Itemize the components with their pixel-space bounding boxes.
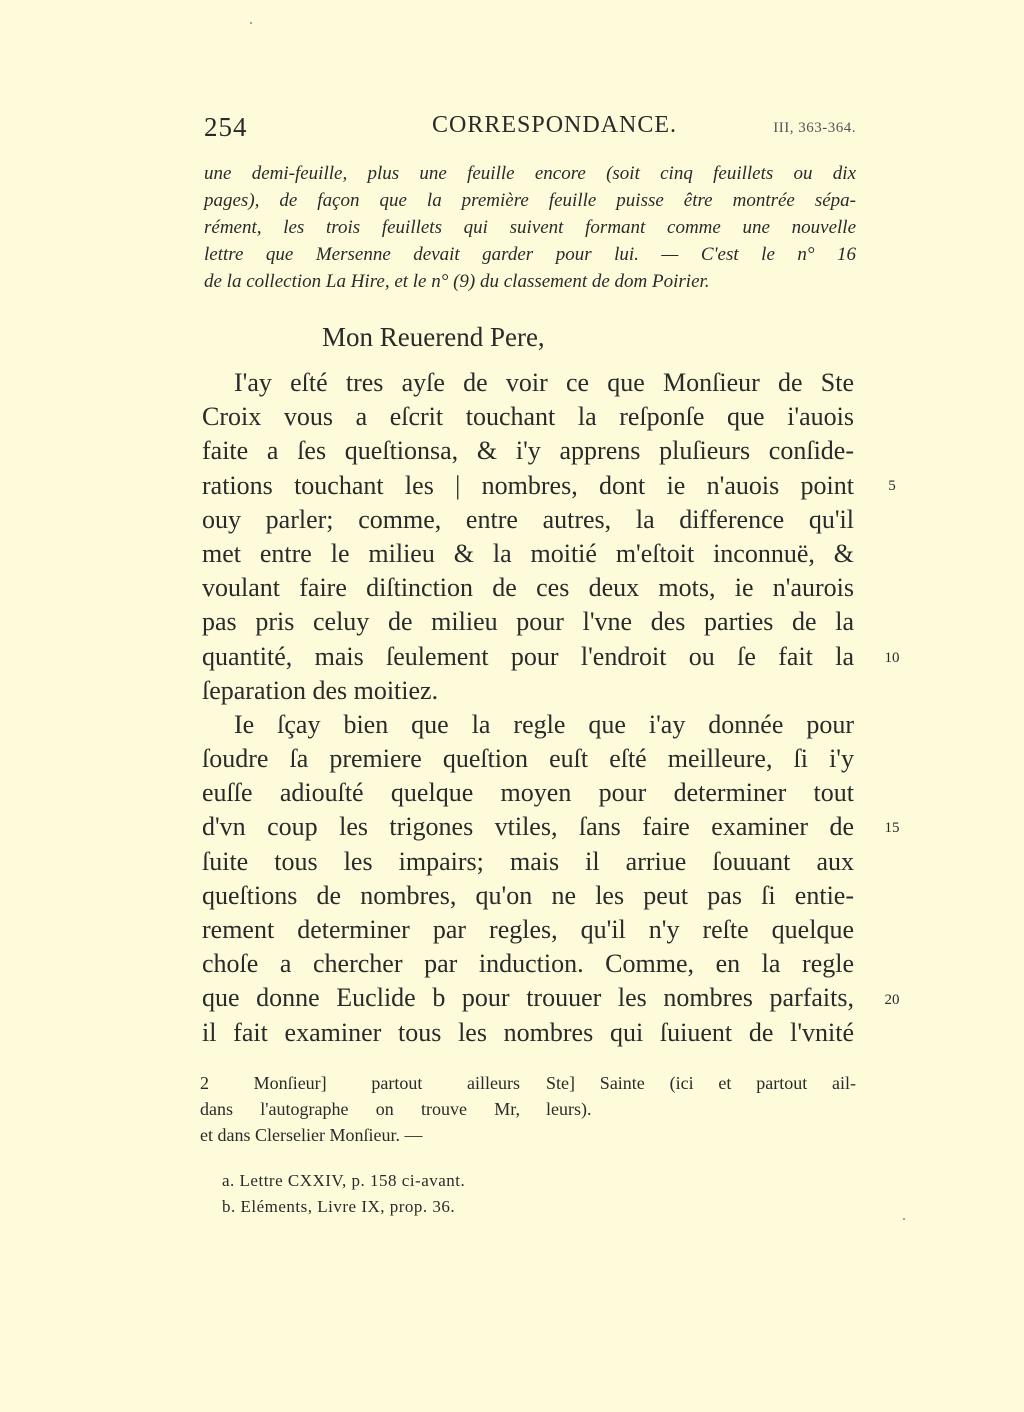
text-line: queſtions de nombres, qu'on ne les peut pas ſi entie- [202, 880, 854, 910]
variant-note-right [546, 1070, 856, 1122]
text-line: quantité, mais ſeulement pour l'endroit ou ſe fait la [202, 641, 854, 671]
text-line: Croix vous a eſcrit touchant la reſponſe que i'auois [202, 402, 854, 432]
text-line: ſuite tous les impairs; mais il arriue ſouuant aux [202, 846, 854, 876]
footnotes [222, 1168, 465, 1220]
note-line: leurs). [546, 1099, 592, 1119]
text-line: il fait examiner tous les nombres qui ſuiuent de l'vnité [202, 1017, 854, 1047]
page-reference: III, 363-364. [773, 120, 856, 136]
line-number-15: 15 [884, 820, 900, 836]
note-line: et dans Clerselier Monſieur. — [200, 1125, 423, 1145]
line-number-20: 20 [884, 992, 900, 1008]
variant-note-left [200, 1070, 520, 1148]
text-line: faite a ſes queſtionsa, & i'y apprens pluſieurs conſide- [202, 436, 854, 466]
paper-speck [250, 22, 252, 24]
letter-body [202, 366, 854, 1050]
text-line: ſeparation des moitiez. [202, 675, 439, 705]
page-number: 254 [204, 112, 248, 142]
page-header [204, 112, 856, 148]
text-line: que donne Euclide b pour trouuer les nombres parfaits, [202, 983, 854, 1013]
intro-line: de la collection La Hire, et le n° (9) du classement de dom Poirier. [204, 271, 710, 292]
note-line: 2 Monſieur] partout ailleurs [200, 1073, 520, 1093]
line-number-5: 5 [888, 478, 896, 494]
intro-line: une demi-feuille, plus une feuille encore (soit cinq feuillets ou dix [204, 163, 856, 184]
paper-speck [903, 1218, 905, 1220]
intro-line: pages), de façon que la première feuille puisse être montrée sépa- [204, 190, 856, 211]
text-line: euſſe adiouſté quelque moyen pour determiner tout [202, 778, 854, 808]
text-line: Ie ſçay bien que la regle que i'ay donnée pour [234, 709, 854, 739]
text-line: voulant faire diſtinction de ces deux mots, ie n'aurois [202, 573, 854, 603]
text-line: ouy parler; comme, entre autres, la difference qu'il [202, 504, 854, 534]
text-line: rations touchant les | nombres, dont ie n'auois point [202, 470, 854, 500]
text-line: ſoudre ſa premiere queſtion euſt eſté meilleure, ſi i'y [202, 744, 854, 774]
text-line: met entre le milieu & la moitié m'eſtoit inconnuë, & [202, 538, 854, 568]
salutation: Mon Reuerend Pere, [322, 322, 545, 352]
note-line: Ste] Sainte (ici et partout ail- [546, 1073, 856, 1093]
text-line: d'vn coup les trigones vtiles, ſans faire examiner de [202, 812, 854, 842]
text-line: choſe a chercher par induction. Comme, en la regle [202, 949, 854, 979]
intro-line: lettre que Mersenne devait garder pour lui. — C'est le n° 16 [204, 244, 856, 265]
editorial-intro [204, 160, 856, 295]
text-line: rement determiner par regles, qu'il n'y reſte quelque [202, 915, 854, 944]
text-line: I'ay eſté tres ayſe de voir ce que Monſieur de Ste [234, 368, 854, 397]
footnote-a: a. Lettre CXXIV, p. 158 ci-avant. [222, 1171, 466, 1190]
line-number-10: 10 [884, 650, 900, 666]
text-line: pas pris celuy de milieu pour l'vne des parties de la [202, 607, 854, 637]
note-line: dans l'autographe on trouve Mr, [200, 1099, 520, 1119]
intro-line: rément, les trois feuillets qui suivent formant comme une nouvelle [204, 217, 856, 238]
footnote-b: b. Eléments, Livre IX, prop. 36. [222, 1197, 456, 1216]
running-title: CORRESPONDANCE. [432, 112, 678, 138]
